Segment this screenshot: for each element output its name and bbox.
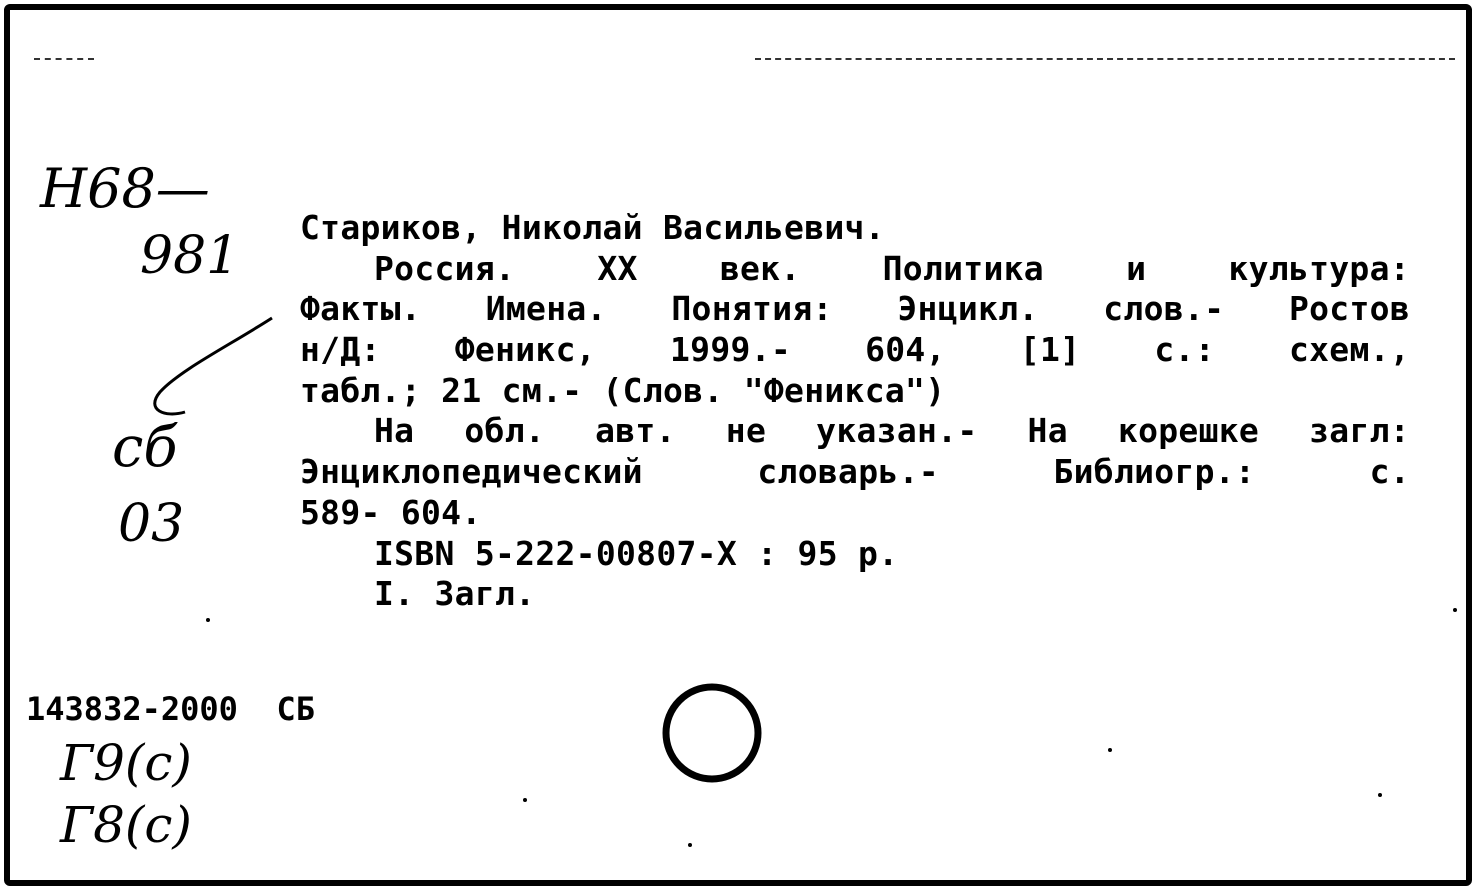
title-line-1 bbox=[300, 249, 1410, 290]
word: с. bbox=[1369, 452, 1410, 492]
title-line-3 bbox=[300, 330, 1410, 371]
word: Имена. bbox=[485, 289, 607, 329]
word: Понятия: bbox=[671, 289, 833, 329]
author-heading: Стариков, Николай Васильевич. bbox=[300, 208, 885, 247]
handwritten-03: 03 bbox=[118, 494, 185, 554]
note-line-3: 589- 604. bbox=[300, 492, 482, 532]
handwritten-shelf-mark-2: Г8(с) bbox=[60, 796, 192, 854]
isbn-line: ISBN 5-222-00807-X : 95 р. bbox=[374, 533, 899, 573]
speck bbox=[1453, 608, 1457, 612]
word: XX bbox=[597, 248, 638, 288]
word: авт. bbox=[595, 411, 676, 451]
handwritten-sb: сб bbox=[112, 415, 178, 480]
handwritten-stroke bbox=[155, 318, 272, 414]
word: н/Д: bbox=[300, 330, 381, 370]
title-line-4: табл.; 21 см.- (Слов. "Феникса") bbox=[300, 370, 946, 410]
handwritten-shelf-mark-1: Г9(с) bbox=[60, 734, 192, 792]
word: 604, bbox=[865, 330, 946, 370]
speck bbox=[206, 618, 210, 622]
word: культура: bbox=[1228, 248, 1410, 288]
word: 1999.- bbox=[669, 330, 791, 370]
word: Факты. bbox=[300, 289, 422, 329]
speck bbox=[523, 798, 527, 802]
inventory-number: 143832-2000 СБ bbox=[26, 690, 315, 728]
word: схем., bbox=[1288, 330, 1410, 370]
note-line-1 bbox=[300, 411, 1410, 452]
punch-hole bbox=[666, 687, 758, 779]
call-number-line1: Н68— bbox=[40, 157, 210, 220]
note-line-2 bbox=[300, 452, 1410, 493]
word: На bbox=[374, 411, 415, 451]
word: На bbox=[1027, 411, 1068, 451]
speck bbox=[1378, 793, 1382, 797]
word: Политика bbox=[882, 248, 1044, 288]
title-line-2 bbox=[300, 289, 1410, 330]
tracing-line: I. Загл. bbox=[374, 574, 536, 614]
word: обл. bbox=[464, 411, 546, 451]
word: загл: bbox=[1309, 411, 1410, 451]
word: словарь.- bbox=[757, 452, 939, 492]
word: Энциклопедический bbox=[300, 452, 643, 492]
word: Феникс, bbox=[454, 330, 596, 370]
word: слов.- bbox=[1103, 289, 1225, 329]
word: Россия. bbox=[374, 248, 516, 288]
word: век. bbox=[719, 248, 801, 288]
word: указан.- bbox=[816, 411, 978, 451]
speck bbox=[688, 843, 692, 847]
call-number-line2: 981 bbox=[140, 226, 240, 286]
word: Энцикл. bbox=[897, 289, 1039, 329]
word: [1] bbox=[1019, 330, 1081, 370]
word: с.: bbox=[1154, 330, 1215, 370]
word: Ростов bbox=[1288, 289, 1410, 329]
word: не bbox=[725, 411, 767, 451]
word: Библиогр.: bbox=[1053, 452, 1256, 492]
word: корешке bbox=[1117, 411, 1260, 451]
catalog-entry bbox=[300, 208, 1410, 615]
speck bbox=[1108, 748, 1112, 752]
word: и bbox=[1126, 248, 1147, 288]
